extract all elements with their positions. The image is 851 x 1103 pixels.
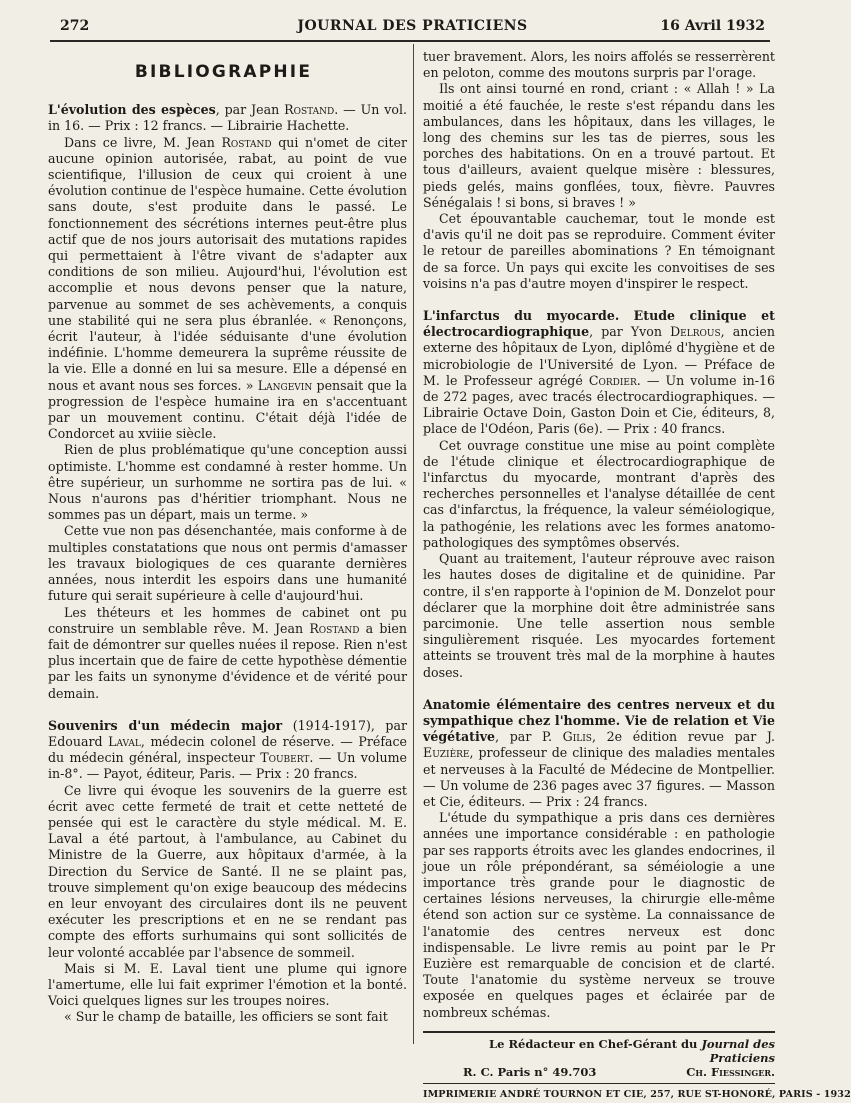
text-run: a bien fait de démontrer sur quelles nuées il repose. Rien n'est plus incertain que de faire de cette hypothèse démentie par les faits un synonyme d'évidence et de vérité pour demain. [48,620,408,701]
registration-number: R. C. Paris n° 49.703 [463,1064,597,1079]
entry-2-ref: (1914-1917), par Edouard [48,717,407,749]
entry-3-ref: , ancien externe des hôpitaux de Lyon, diplômé d'hygiène et de microbiologie de l'Université de Lyon. — Préface de M. le Professeur agrégé [423,324,775,388]
entry-3-paragraph: Cet ouvrage constitue une mise au point complète de l'étude clinique et électrocardiographique de l'infarctus du myocarde, montrant d'après des recherches personnelles et l'analyse détaillée de cent cas d'infarctus, la fréquence, la valeur séméiologique, la pathogénie, les relations avec les formes anatomo-pathologiques des symptômes observés. [423,437,775,550]
text-run: qui n'omet de citer aucune opinion autorisée, rabat, au point de vue scientifique, l'illusion de ceux qui croient à une évolution continue de l'espèce humaine. Cette évolution sans doute, s'est produite dans le passé. Le fonctionnement des sécrétions internes peut-être plus actif que de nos jours autorisait des mutations rapides qui permettaient à l'être vivant de s'adapter aux conditions de son milieu. Aujourd'hui, l'évolution est accomplie et nous devons penser que la nature, parvenue au sommet de ses achèvements, a conquis une stabilité qui ne sera plus ébranlée. « Renonçons, écrit l'auteur, à l'idée séduisante d'une évolution indéfinie. L'homme demeurera la suprême réussite de la vie. Elle a donné en lui sa mesure. Elle a dépensé en nous et avant nous ses forces. » [48,134,407,393]
entry-4-reviser: Euzière [423,745,470,761]
entry-3-ref-end: . — Un volume in-16 de 272 pages, avec tracés électrocardiographiques. — Librairie Octave Doin, Gaston Doin et Cie, éditeurs, 8, place de l'Odéon, Paris (6e). — Prix : 40 francs. [423,372,775,437]
entry-1-ref-end: . — Un vol. in 16. — Prix : 12 francs. — Librairie Hachette. [48,102,407,134]
entry-3-paragraph: Quant au traitement, l'auteur réprouve avec raison les hautes doses de digitaline et de quinidine. Par contre, il s'en rapporte à l'opinion de M. Donzelot pour déclarer que la morphine doit être administrée sans parcimonie. Une telle assertion nous semble singulièrement risquée. Les myocardes fortement atteints se trouvent très mal de la morphine à hautes doses. [423,551,775,680]
entry-4-heading [423,697,775,810]
footer-rule [423,1031,775,1033]
journal-title: JOURNAL DES PRATICIENS [297,18,528,34]
entry-2-title: Souvenirs d'un médecin major [48,717,283,733]
editor-details [423,1065,775,1079]
author-name: Rostand [309,620,360,636]
page-header [60,18,765,40]
entry-2-paragraph: Mais si M. E. Laval tient une plume qui ignore l'amertume, elle lui fait exprimer l'émotion et la bonté. Voici quelques lignes sur les troupes noires. [48,960,407,1009]
footer-rule-thin [423,1083,775,1084]
editor-signature [423,1037,775,1079]
column-divider [413,44,414,1044]
entry-1-title: L'évolution des espèces [48,102,216,118]
page-number: 272 [60,18,90,34]
entry-3-author: Delrous [670,324,721,340]
entry-4-ref: , 2e édition revue par J. [591,729,776,745]
printer-imprint: IMPRIMERIE ANDRÉ TOURNON ET CIE, 257, RUE ST-HONORÉ, PARIS - 1932 [423,1088,851,1100]
editor-role: Le Rédacteur en Chef-Gérant du [489,1036,702,1051]
section-title: BIBLIOGRAPHIE [134,62,313,82]
left-column [48,52,407,1057]
entry-2-paragraph: Ils ont ainsi tourné en rond, criant : « Allah ! » La moitié a été fauchée, le reste s'est répandu dans les ambulances, dans les hôpitaux, dans les villages, le long des chemins sur les tas de pierres, sous les porches des habitations. On en a trouvé partout. Et tous d'ailleurs, avaient quelque misère : blessures, pieds gelés, mains gonflées, toux, fièvre. Pauvres Sénégalais ! si bons, si braves ! » [423,81,775,210]
journal-name: Journal des Praticiens [701,1036,775,1065]
entry-3-heading [423,308,775,438]
entry-2-continuation: tuer bravement. Alors, les noirs affolés se resserrèrent en peloton, comme des moutons surpris par l'orage. [423,49,775,81]
entry-2-paragraph: « Sur le champ de bataille, les officiers se sont fait [64,1009,388,1025]
entry-2-preface-author: Toubert [260,750,310,766]
text-run: pensait que la progression de l'espèce humaine ira en s'accentuant par un mouvement continu. C'était déjà l'idée de Condorcet au xviiie siècle. [48,377,407,442]
entry-1-paragraph [48,135,407,443]
entry-4-ref-end: , professeur de clinique des maladies mentales et nerveuses à la Faculté de Médecine de Montpellier. — Un volume de 236 pages avec 37 figures. — Masson et Cie, éditeurs. — Prix : 24 francs. [423,745,775,809]
entry-2-ref: , médecin colonel de réserve. — Préface du médecin général, inspecteur [48,733,408,766]
entry-3-ref: , par Yvon [589,324,671,340]
entry-1-author: Rostand [284,102,335,118]
text-run: Dans ce livre, M. Jean [64,134,222,150]
entry-1-paragraph: Rien de plus problématique qu'une conception aussi optimiste. L'homme est condamné à rester homme. Un être supérieur, un surhomme ne sortira pas de lui. « Nous n'aurons pas d'héritier triomphant. Nous ne sommes pas un départ, mais un terme. » [48,442,407,523]
entry-4-paragraph: L'étude du sympathique a pris dans ces dernières années une importance considérable : en pathologie par ses rapports étroits avec les glandes endocrines, il joue un rôle prépondérant, sa séméiologie a une importance très grande pour le diagnostic de certaines lésions nerveuses, la chirurgie elle-même étend son action sur ce système. La connaissance de l'anatomie des centres nerveux est donc indispensable. Le livre remis au point par le Pr Euzière est remarquable de concision et de clarté. Toute l'anatomie du système nerveux se trouve exposée en quelques pages et éclairée par de nombreux schémas. [423,810,775,1020]
entry-2-ref-end: . — Un volume in-8°. — Payot, éditeur, Paris. — Prix : 20 francs. [48,750,407,782]
entry-3-preface-author: Cordier [588,372,637,388]
text-run: Les théteurs et les hommes de cabinet ont pu construire un semblable rêve. M. Jean [48,604,407,636]
entry-1-paragraph [48,605,407,702]
entry-4-author: Gilis [562,729,592,745]
entry-1-heading [48,102,407,134]
entry-1-paragraph: Cette vue non pas désenchantée, mais conforme à de multiples constatations que nous ont permis d'amasser les travaux biologiques de ces quarante dernières années, nous interdit les espoirs dans une humanité future qui serait supérieure à celle d'aujourd'hui. [48,523,407,604]
author-name: Langevin [257,377,313,393]
author-name: Rostand [221,134,272,150]
entry-3-title: L'infarctus du myocarde. Etude clinique et électrocardiographique [423,308,775,340]
entry-1-ref: , par Jean [215,102,285,118]
entry-4-title: Anatomie élémentaire des centres nerveux et du sympathique chez l'homme. Vie de relation et Vie végétative [423,696,775,745]
right-column [423,49,851,1100]
entry-2-heading [48,718,407,783]
entry-2-author: Laval [108,733,141,749]
editor-line [423,1037,775,1065]
entry-4-ref: , par P. [495,729,563,745]
entry-2-paragraph: Cet épouvantable cauchemar, tout le monde est d'avis qu'il ne doit pas se reproduire. Comment éviter le retour de pareilles abominations ? En témoignant de sa force. Un pays qui excite les convoitises de ses voisins n'a pas d'autre moyen d'inspirer le respect. [423,211,775,291]
issue-date: 16 Avril 1932 [660,18,765,34]
header-rule [50,40,770,42]
entry-2-paragraph: Ce livre qui évoque les souvenirs de la guerre est écrit avec cette fermeté de trait et cette netteté de pensée qui est le caractère du style médical. M. E. Laval a été partout, à l'ambulance, au Cabinet du Ministre de la Guerre, aux hôpitaux d'armée, à la Direction du Service de Santé. Il ne se plaint pas, trouve simplement qu'on exige beaucoup des médecins en leur envoyant des circulaires dont ils ne peuvent exécuter les prescriptions et en ne se rendant pas compte des efforts surhumains qui sont sollicités de leur volonté accablée par l'absence de sommeil. [48,782,407,960]
editor-name: Ch. Fiessinger. [686,1064,775,1079]
